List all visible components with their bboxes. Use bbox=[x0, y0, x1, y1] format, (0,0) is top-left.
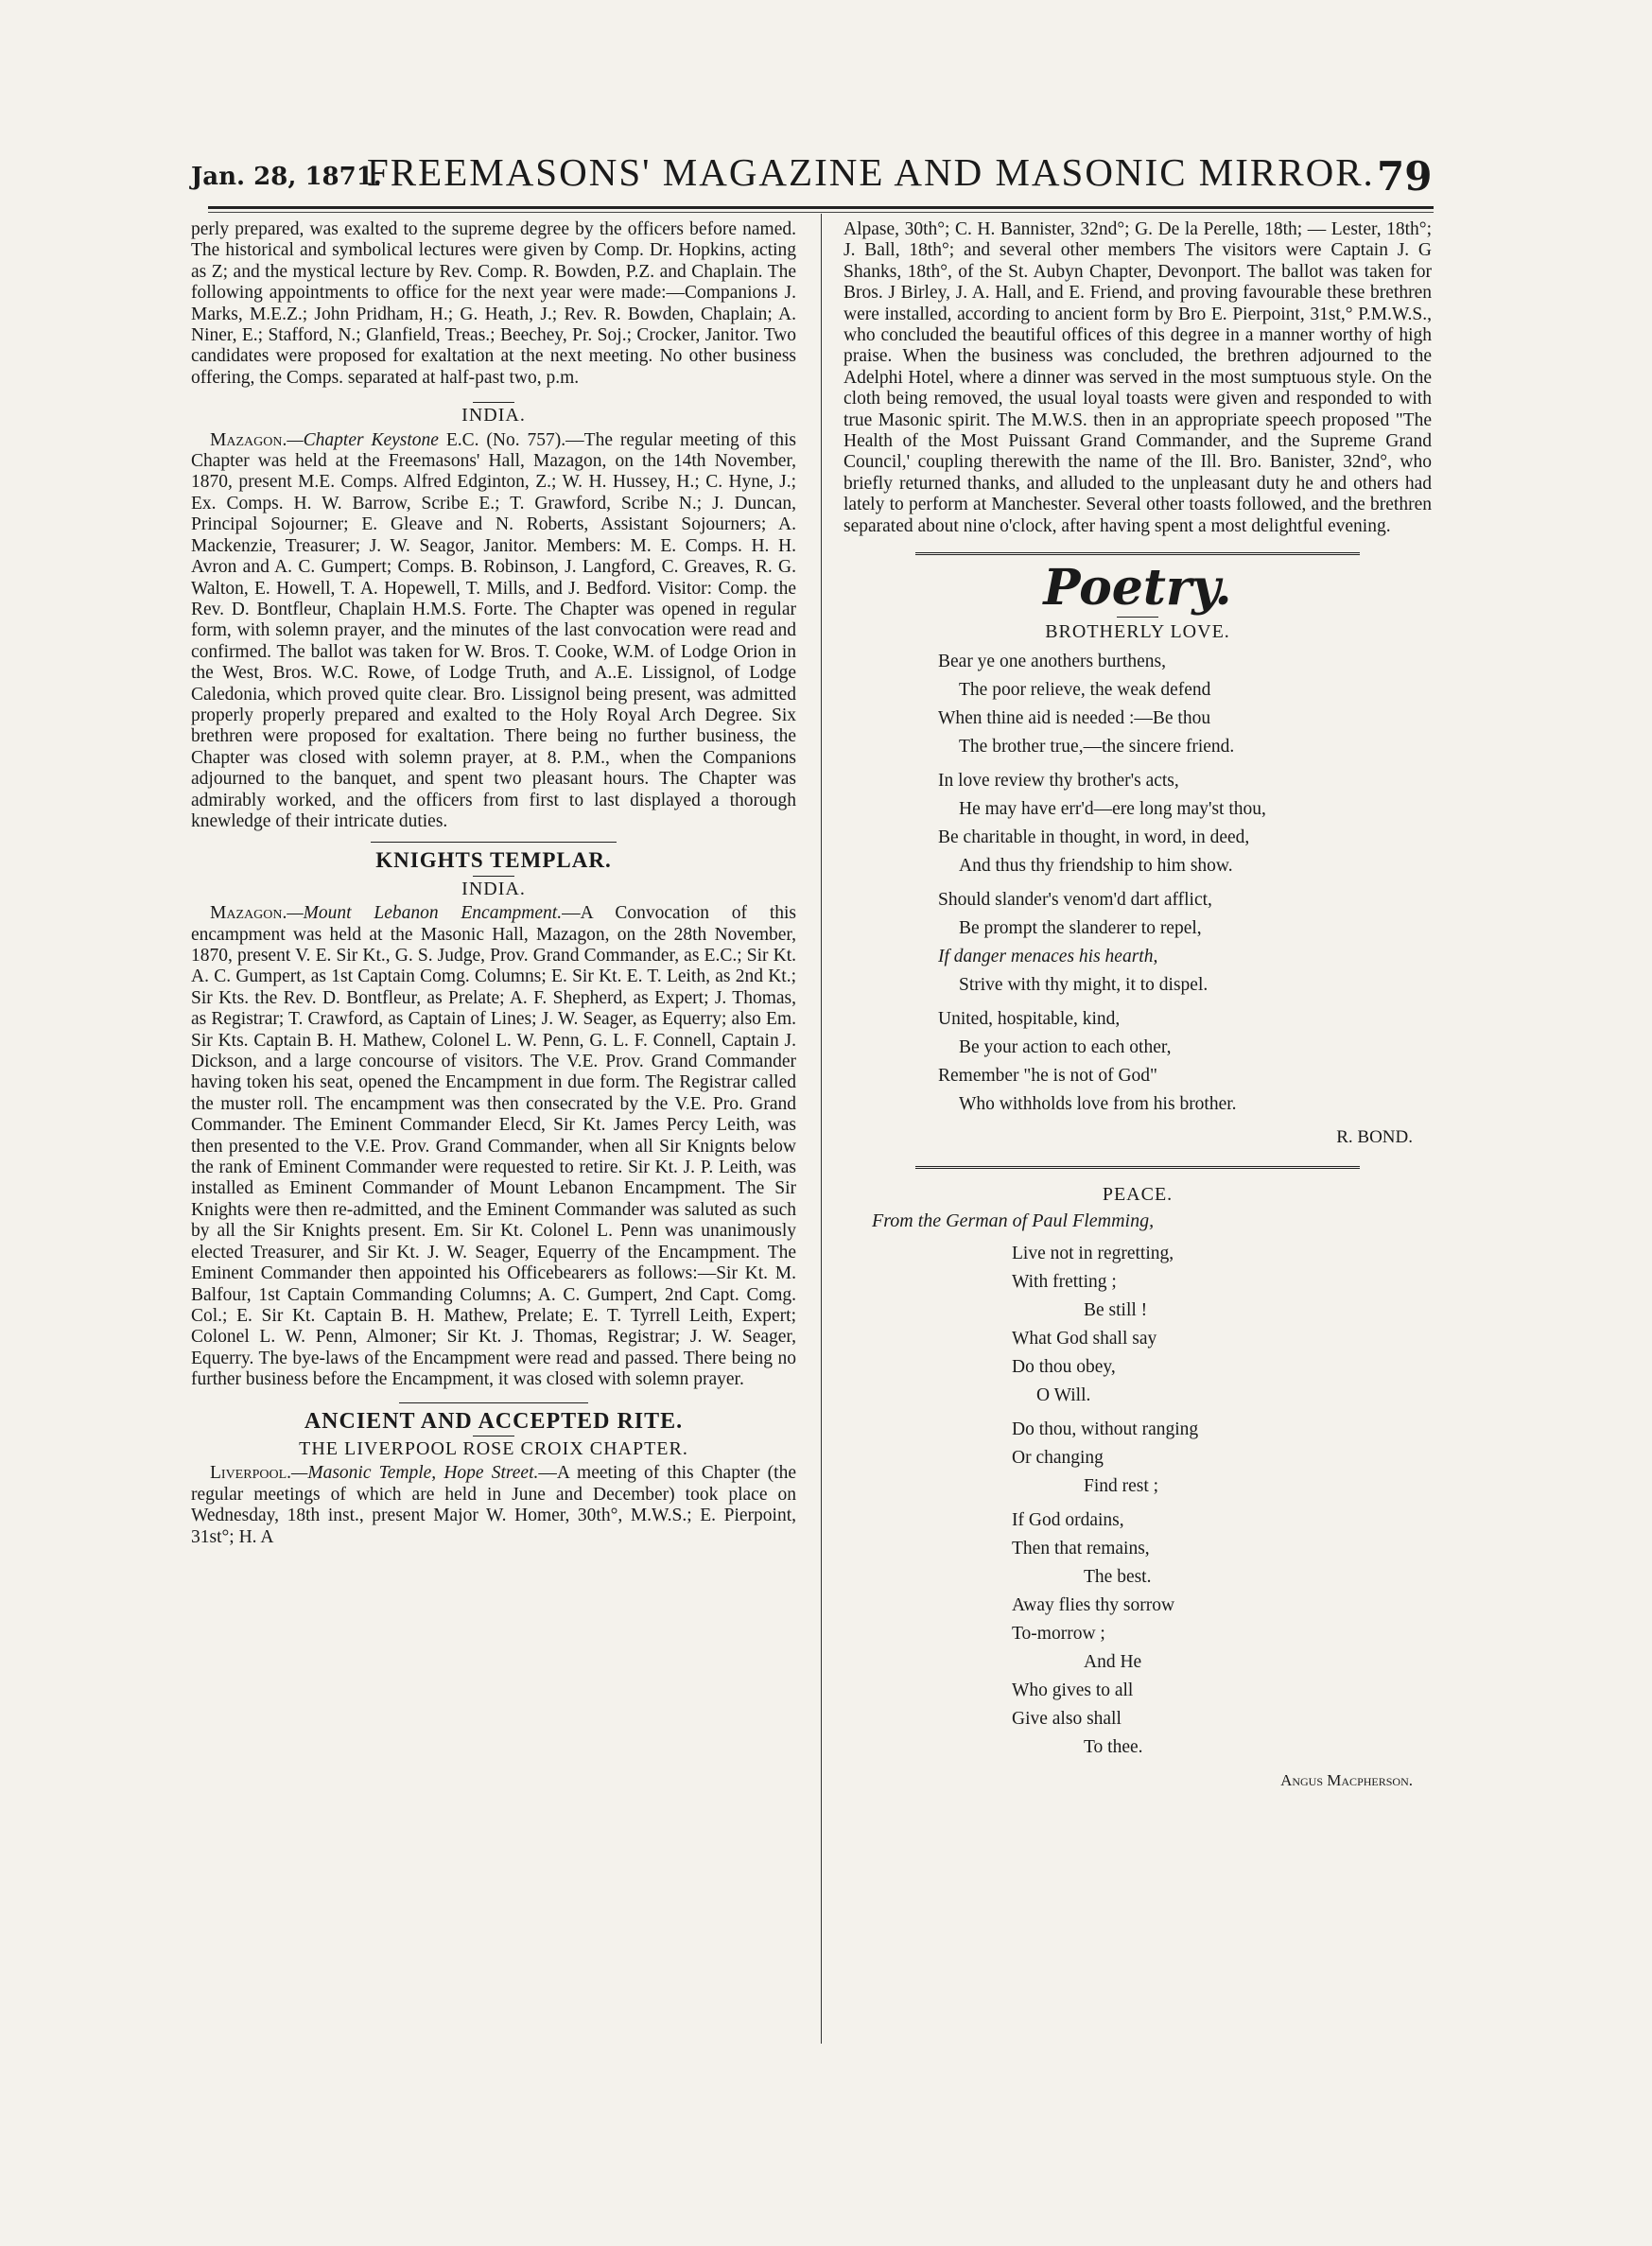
poem-line: What God shall say bbox=[1012, 1328, 1157, 1349]
poem-line: Away flies thy sorrow bbox=[1012, 1594, 1175, 1615]
poem-line: Do thou obey, bbox=[1012, 1356, 1116, 1377]
poem-line: To thee. bbox=[1084, 1736, 1143, 1757]
poem-brotherly-love bbox=[843, 648, 1432, 1119]
poem-line: In love review thy brother's acts, bbox=[938, 770, 1179, 791]
section-rule bbox=[371, 842, 617, 843]
poem-line: When thine aid is needed :—Be thou bbox=[938, 707, 1211, 728]
left-column bbox=[191, 219, 796, 1548]
header-rule-thin bbox=[208, 212, 1434, 213]
stanza bbox=[938, 1005, 1432, 1119]
page-number: 79 bbox=[1377, 153, 1433, 200]
poem-line: Who gives to all bbox=[1012, 1680, 1134, 1700]
poem-line: Should slander's venom'd dart afflict, bbox=[938, 889, 1212, 910]
stanza bbox=[1012, 1416, 1432, 1501]
poem-line: With fretting ; bbox=[1012, 1271, 1117, 1292]
poem-line: The poor relieve, the weak defend bbox=[959, 679, 1211, 700]
place-lead: Liverpool. bbox=[210, 1463, 292, 1484]
place-lead: Mazagon. bbox=[210, 429, 287, 450]
column-divider bbox=[821, 214, 822, 2044]
poem-line: Find rest ; bbox=[1084, 1475, 1159, 1496]
paragraph-mount-lebanon bbox=[191, 903, 796, 1390]
poem-line: Be still ! bbox=[1084, 1299, 1148, 1320]
stanza bbox=[1012, 1506, 1432, 1762]
poem-author: Angus Macpherson. bbox=[1280, 1770, 1413, 1789]
poem-line: Give also shall bbox=[1012, 1708, 1122, 1729]
poem-line: Be charitable in thought, in word, in deed, bbox=[938, 827, 1250, 847]
poem-line: Or changing bbox=[1012, 1447, 1104, 1468]
poem-line: And thus thy friendship to him show. bbox=[959, 855, 1233, 876]
section-rule-double bbox=[915, 552, 1360, 555]
masthead-title: FREEMASONS' MAGAZINE AND MASONIC MIRROR. bbox=[367, 150, 1375, 194]
poem-title-peace: PEACE. bbox=[1102, 1183, 1174, 1205]
stanza bbox=[1012, 1240, 1432, 1410]
paragraph-rose-croix bbox=[191, 1463, 796, 1548]
paragraph-body: —A Convocation of this encampment was held at the Masonic Hall, Mazagon, on the 28th November, 1870, present V. E. Sir Kt., G. S. Judge, Prov. Grand Commander, as E.C.; Sir Kt. A. C. Gumpert, as 1st Captain Comg. Columns; E. Sir Kt. E. T. Leith, as 2nd Kt.; Sir Kts. the Rev. D. Bontfleur, as Prelate; A. F. Shepherd, as Expert; J. Thomas, as Registrar; T. Crawford, as Captain of Lines; J. W. Seager, as Equerry; also Em. Sir Kts. Captain B. H. Mathew, Colonel L. W. Penn, G. L. F. Connell, Captain J. Dickson, and a large concourse of visitors. The V.E. Prov. Grand Commander having token his seat, opened the Encampment in due form. The Registrar called the muster roll. The encampment was then consecrated by the V.E. Pro. Grand Commander. The Eminent Commander Elecd, Sir Kt. James Percy Leith, was then presented to the V.E. Prov. Grand Commander, when all Sir Knignts below the rank of Eminent Commander were requested to retire. Sir Kt. J. P. Leith, was installed as Eminent Commander of Mount Lebanon Encampment. The Sir Knights were then re-admitted, and the Eminent Commander was saluted as such by all the Sir Knights present. Em. Sir Kt. Colonel L. Penn was unanimously elected Treasurer, and Sir Kt. J. W. Seager, Equerry of the Encampment. The Eminent Commander then appointed his Officebearers as follows:—Sir Kt. M. Balfour, 1st Captain Commanding Columns; A. C. Gumpert, 2nd Capt. Comg. Col.; E. Sir Kt. Captain B. H. Mathew, Prelate; E. T. Tyrrell Leith, Expert; Colonel L. W. Penn, Almoner; Sir Kt. J. Thomas, Registrar; J. W. Seager, Equerry. The bye-laws of the Encampment were read and passed. There being no further business before the Encampment, it was closed with solemn prayer. bbox=[191, 903, 796, 1390]
poem-author: R. BOND. bbox=[1336, 1126, 1413, 1147]
poem-line: O Will. bbox=[1036, 1384, 1091, 1405]
header-rule bbox=[208, 206, 1434, 209]
chapter-name: —Chapter Keystone bbox=[287, 429, 439, 450]
poem-line: Be your action to each other, bbox=[959, 1036, 1172, 1057]
paragraph-body: —A meeting of this Chapter (the regular meetings of which are held in June and December) took place on Wednesday, 18th inst., present Major W. Homer, 30th°, M.W.S.; E. Pierpoint, 31st°; H. A bbox=[191, 1463, 796, 1547]
paragraph-rose-croix-continued: Alpase, 30th°; C. H. Bannister, 32nd°; G. De la Perelle, 18th; — Lester, 18th°; J. Ball, 18th°; and several other members The visitors were Captain J. G Shanks, 18th°, of the St. Aubyn Chapter, Devonport. The ballot was taken for Bros. J Birley, J. A. Hall, and E. Friend, and proving favourable these brethren were installed, according to ancient form by Bro E. Pierpoint, 31st,° P.M.W.S., who concluded the beautiful offices of this degree in a manner worthy of high praise. When the business was concluded, the brethren adjourned to the Adelphi Hotel, where a dinner was served in the most sumptuous style. On the cloth being removed, the usual loyal toasts were given and responded to with true Masonic spirit. The M.W.S. then in an appropriate speech proposed "The Health of the Most Puissant Grand Commander, and the Supreme Grand Council,' coupling therewith the name of the Ill. Bro. Banister, 32nd°, who briefly returned thanks, and alluded to the unpleasant duty he and others had lately to perform at Manchester. Several other toasts followed, and the brethren separated about nine o'clock, after having spent a most delightful evening. bbox=[843, 219, 1432, 536]
poem-line: He may have err'd—ere long may'st thou, bbox=[959, 798, 1266, 819]
poem-line: Bear ye one anothers burthens, bbox=[938, 651, 1166, 671]
poem-line: The best. bbox=[1084, 1566, 1152, 1587]
poem-line: The brother true,—the sincere friend. bbox=[959, 736, 1235, 757]
poem-line: Who withholds love from his brother. bbox=[959, 1093, 1237, 1114]
encampment-name: —Mount Lebanon Encampment. bbox=[287, 903, 563, 924]
poem-title-brotherly-love: BROTHERLY LOVE. bbox=[1045, 620, 1230, 642]
poem-subtitle: From the German of Paul Flemming, bbox=[872, 1210, 1155, 1232]
poem-line: To-morrow ; bbox=[1012, 1623, 1105, 1644]
paragraph-chapter-keystone bbox=[191, 430, 796, 833]
place-lead: Mazagon. bbox=[210, 903, 287, 924]
section-rule bbox=[399, 1402, 588, 1403]
section-heading-ancient-accepted-rite: ANCIENT AND ACCEPTED RITE. bbox=[304, 1408, 684, 1434]
poem-line: And He bbox=[1084, 1651, 1142, 1672]
section-heading-rose-croix: THE LIVERPOOL ROSE CROIX CHAPTER. bbox=[299, 1437, 688, 1459]
stanza bbox=[938, 767, 1432, 880]
poem-line: Then that remains, bbox=[1012, 1538, 1150, 1558]
venue-name: —Masonic Temple, Hope Street. bbox=[291, 1463, 539, 1484]
stanza bbox=[938, 648, 1432, 761]
poem-line: If God ordains, bbox=[1012, 1509, 1124, 1530]
poem-line: Do thou, without ranging bbox=[1012, 1419, 1199, 1439]
poem-line: Be prompt the slanderer to repel, bbox=[959, 917, 1202, 938]
paragraph-royal-arch-continued: perly prepared, was exalted to the supreme degree by the officers before named. The historical and symbolical lectures were given by Comp. Dr. Hopkins, acting as Z; and the mystical lecture by Rev. Comp. R. Bowden, P.Z. and Chaplain. The following appointments to office for the next year were made:—Companions J. Marks, M.E.Z.; John Pridham, H.; G. Heath, J.; Rev. R. Bowden, Chaplain; A. Niner, E.; Stafford, N.; Glanfield, Treas.; Beechey, Pr. Soj.; Crocker, Janitor. Two candidates were proposed for exaltation at the next meeting. No other business offering, the Comps. separated at half-past two, p.m. bbox=[191, 219, 796, 388]
section-heading-knights-templar: KNIGHTS TEMPLAR. bbox=[375, 848, 612, 873]
paragraph-body: E.C. (No. 757).—The regular meeting of this Chapter was held at the Freemasons' Hall, Mazagon, on the 14th November, 1870, present M.E. Comps. Alfred Edginton, Z.; W. H. Hussey, H.; C. Hyne, J.; Ex. Comps. H. W. Barrow, Scribe E.; T. Grawford, Scribe N.; J. Duncan, Principal Sojourner; E. Gleave and N. Roberts, Assistant Sojourners; A. Mackenzie, Treasurer; J. W. Seagor, Janitor. Members: M. E. Comps. H. H. Avron and A. C. Gumpert; Comps. B. Robinson, J. Langford, C. Greaves, R. G. Walton, E. Howell, T. A. Hopewell, T. Mills, and J. Bedford. Visitor: Comp. the Rev. D. Bontfleur, Chaplain H.M.S. Forte. The Chapter was opened in regular form, with solemn prayer, and the minutes of the last convocation were read and confirmed. The ballot was taken for W. Bros. T. Cooke, W.M. of Lodge Orion in the West, Bros. W.C. Rowe, of Lodge Truth, and A..E. Lissignol, of Lodge Caledonia, which proved quite clear. Bro. Lissignol being present, was admitted properly properly prepared and exalted to the Holy Royal Arch Degree. Six brethren were proposed for exaltation. There being no further business, the Chapter was closed with solemn prayer, at 8. P.M., when the Companions adjourned to the banquet, and spent two pleasant hours. The Chapter was admirably worked, and the officers from first to last displayed a thorough knewledge of their intricate duties. bbox=[191, 429, 797, 831]
section-heading-poetry: Poetry. bbox=[1043, 559, 1232, 618]
poem-line: Remember "he is not of God" bbox=[938, 1065, 1158, 1086]
poem-line: If danger menaces his hearth, bbox=[938, 946, 1158, 966]
poem-line: United, hospitable, kind, bbox=[938, 1008, 1121, 1029]
section-heading-india: INDIA. bbox=[461, 878, 526, 899]
section-rule-double bbox=[915, 1166, 1360, 1169]
stanza bbox=[938, 886, 1432, 1000]
poem-line: Live not in regretting, bbox=[1012, 1243, 1174, 1263]
section-heading-india: INDIA. bbox=[461, 405, 526, 427]
poem-line: Strive with thy might, it to dispel. bbox=[959, 974, 1209, 995]
issue-date: Jan. 28, 1871. bbox=[191, 163, 382, 191]
right-column bbox=[843, 219, 1432, 1794]
poem-peace bbox=[843, 1240, 1432, 1762]
section-rule bbox=[473, 402, 514, 403]
section-rule bbox=[473, 876, 514, 877]
